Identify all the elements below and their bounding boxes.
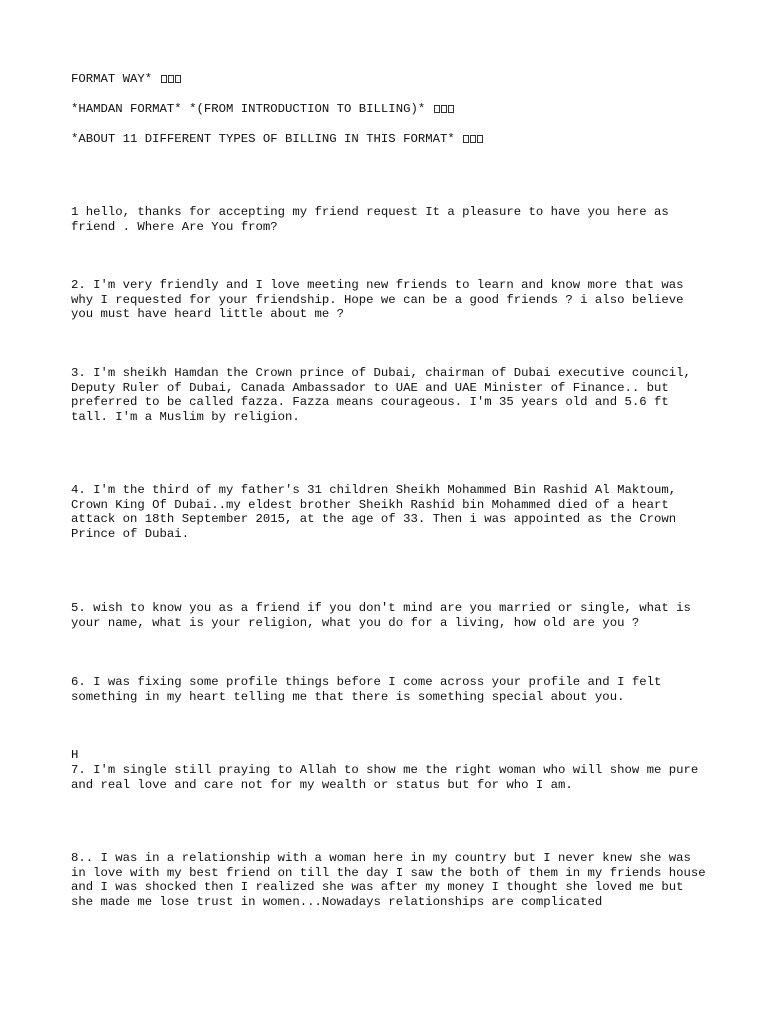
paragraph-6: 6. I was fixing some profile things before I come across your profile and I felt something in my heart telling me that there is something special about you.	[71, 675, 669, 704]
paragraph-1: 1 hello, thanks for accepting my friend request It a pleasure to have you here as friend . Where Are You from?	[71, 205, 677, 234]
header-billing-types: *ABOUT 11 DIFFERENT TYPES OF BILLING IN THIS FORMAT*	[71, 132, 711, 147]
emoji-placeholder-icon	[434, 105, 440, 113]
paragraph-3: 3. I'm sheikh Hamdan the Crown prince of Dubai, chairman of Dubai executive council, Deputy Ruler of Dubai, Canada Ambassador to UAE and UAE Minister of Finance.. but preferred to be called fazza. Fazza means courageous. I'm 35 years old and 5.6 ft tall. I'm a Muslim by religion.	[71, 366, 699, 425]
paragraph-2: 2. I'm very friendly and I love meeting new friends to learn and know more that was why I requested for your friendship. Hope we can be a good friends ? i also believe you must have heard little about me ?	[71, 278, 691, 322]
emoji-placeholder-icon	[463, 135, 469, 143]
paragraph-5: 5. wish to know you as a friend if you don't mind are you married or single, what is your name, what is your religion, what you do for a living, how old are you ?	[71, 601, 699, 630]
emoji-placeholder-icon	[470, 135, 476, 143]
paragraph-7: 7. I'm single still praying to Allah to show me the right woman who will show me pure and real love and care not for my wealth or status but for who I am.	[71, 763, 706, 792]
header-hamdan-format: *HAMDAN FORMAT* *(FROM INTRODUCTION TO BILLING)*	[71, 102, 711, 117]
emoji-placeholder-icon	[441, 105, 447, 113]
emoji-placeholder-icon	[477, 135, 483, 143]
emoji-placeholder-icon	[448, 105, 454, 113]
paragraph-4: 4. I'm the third of my father's 31 children Sheikh Mohammed Bin Rashid Al Maktoum, Crown King Of Dubai..my eldest brother Sheikh Rashid bin Mohammed died of a heart attack on 18th September 2015, at the age of 33. Then i was appointed as the Crown Prince of Dubai.	[71, 483, 684, 542]
stray-letter: H	[71, 748, 79, 762]
emoji-placeholder-icon	[161, 75, 167, 83]
emoji-placeholder-icon	[168, 75, 174, 83]
paragraph-8: 8.. I was in a relationship with a woman here in my country but I never knew she was in love with my best friend on till the day I saw the both of them in my friends house and I was shocked then I realized she was after my money I thought she loved me but she made me lose trust in women...Nowadays relationships are complicated	[71, 851, 714, 910]
header-format-way: FORMAT WAY*	[71, 72, 711, 87]
emoji-placeholder-icon	[175, 75, 181, 83]
